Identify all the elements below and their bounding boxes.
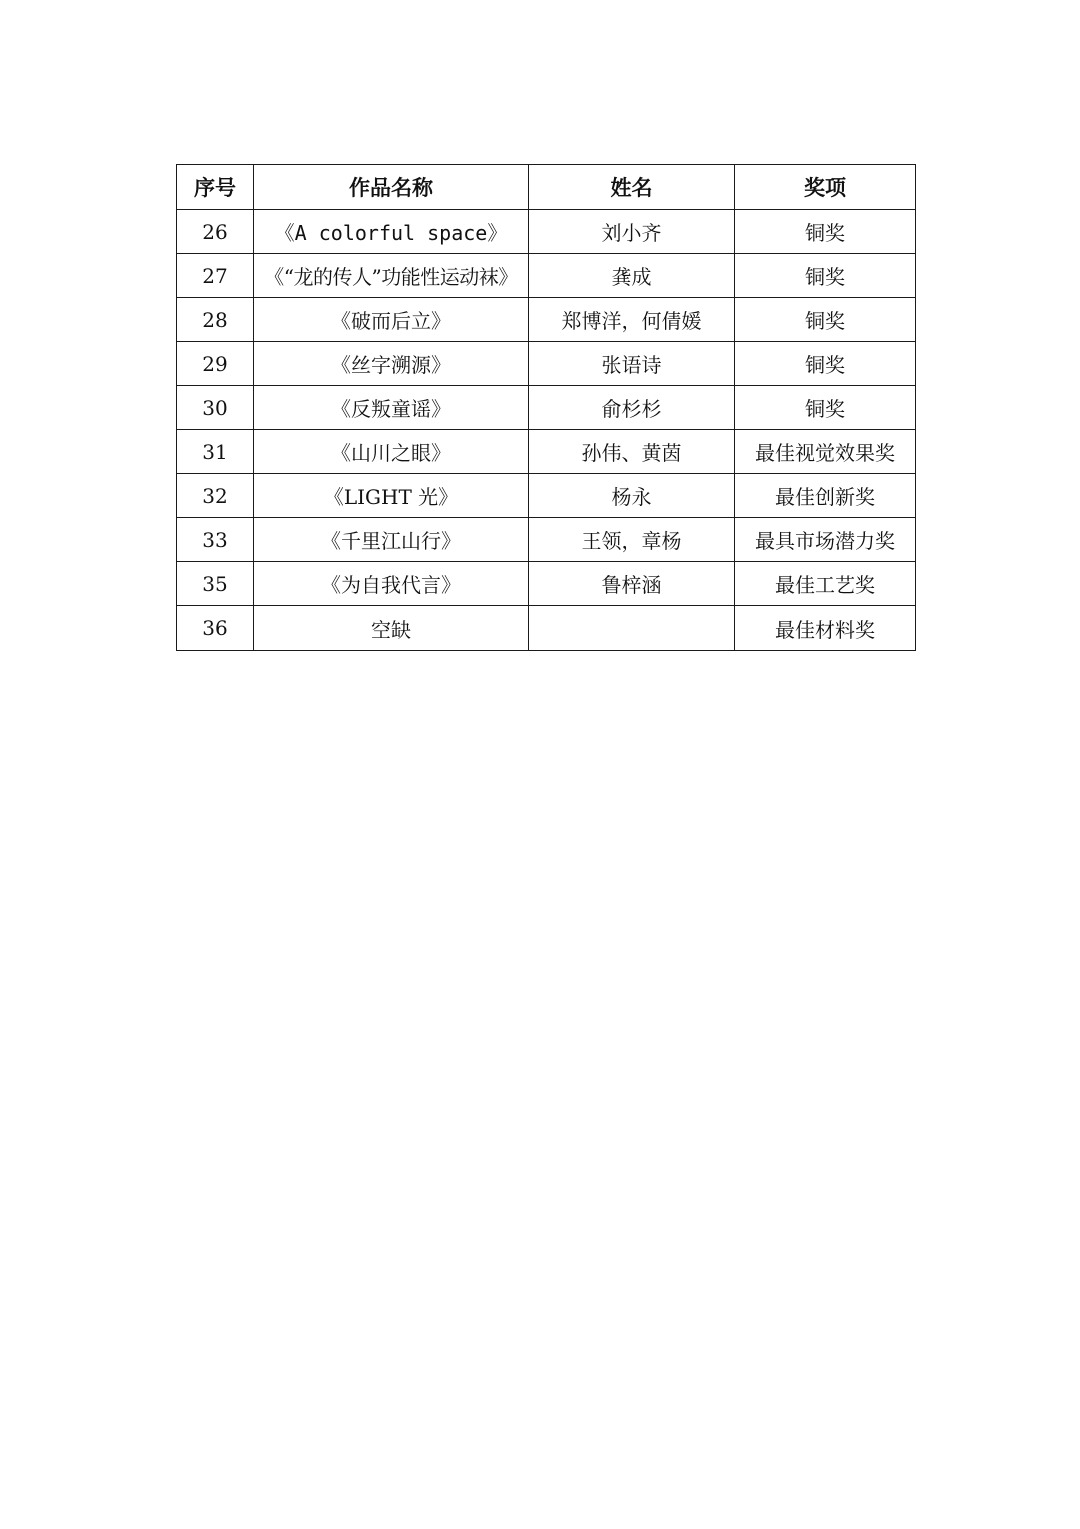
table-row: [177, 430, 916, 474]
table-row: [177, 386, 916, 430]
cell-award: 最佳创新奖: [735, 474, 916, 518]
cell-award: 最具市场潜力奖: [735, 518, 916, 562]
cell-award: 最佳视觉效果奖: [735, 430, 916, 474]
cell-serial-number: 29: [177, 342, 254, 386]
cell-award: 铜奖: [735, 342, 916, 386]
cell-work-title: 《千里江山行》: [254, 518, 529, 562]
table-row: [177, 474, 916, 518]
cell-name: 鲁梓涵: [529, 562, 735, 606]
cell-name: 张语诗: [529, 342, 735, 386]
cell-serial-number: 27: [177, 254, 254, 298]
cell-work-title: 《丝字溯源》: [254, 342, 529, 386]
table-row: [177, 518, 916, 562]
cell-work-title: 《破而后立》: [254, 298, 529, 342]
cell-serial-number: 32: [177, 474, 254, 518]
cell-name: 杨永: [529, 474, 735, 518]
cell-award: 最佳材料奖: [735, 606, 916, 651]
cell-work-title: 《“龙的传人”功能性运动袜》: [254, 254, 529, 298]
cell-name: 刘小齐: [529, 210, 735, 254]
header-serial-number: 序号: [177, 165, 254, 210]
awards-table: [176, 164, 916, 651]
cell-name: [529, 606, 735, 651]
cell-work-title: 《反叛童谣》: [254, 386, 529, 430]
header-work-title: 作品名称: [254, 165, 529, 210]
header-name: 姓名: [529, 165, 735, 210]
cell-work-title: 《A colorful space》: [254, 210, 529, 254]
cell-award: 最佳工艺奖: [735, 562, 916, 606]
table-header-row: [177, 165, 916, 210]
cell-name: 王领，章杨: [529, 518, 735, 562]
cell-serial-number: 30: [177, 386, 254, 430]
cell-serial-number: 36: [177, 606, 254, 651]
cell-serial-number: 35: [177, 562, 254, 606]
header-award: 奖项: [735, 165, 916, 210]
cell-work-title: 空缺: [254, 606, 529, 651]
cell-serial-number: 28: [177, 298, 254, 342]
table-row: [177, 210, 916, 254]
cell-serial-number: 26: [177, 210, 254, 254]
cell-name: 郑博洋，何倩媛: [529, 298, 735, 342]
table-row: [177, 342, 916, 386]
cell-award: 铜奖: [735, 298, 916, 342]
cell-award: 铜奖: [735, 210, 916, 254]
cell-work-title: 《为自我代言》: [254, 562, 529, 606]
table-row: [177, 606, 916, 651]
cell-award: 铜奖: [735, 386, 916, 430]
cell-name: 龚成: [529, 254, 735, 298]
cell-award: 铜奖: [735, 254, 916, 298]
cell-serial-number: 31: [177, 430, 254, 474]
cell-name: 俞杉杉: [529, 386, 735, 430]
cell-serial-number: 33: [177, 518, 254, 562]
table-row: [177, 254, 916, 298]
table-row: [177, 562, 916, 606]
cell-work-title: 《山川之眼》: [254, 430, 529, 474]
cell-name: 孙伟、黄茵: [529, 430, 735, 474]
table-row: [177, 298, 916, 342]
cell-work-title: 《LIGHT 光》: [254, 474, 529, 518]
